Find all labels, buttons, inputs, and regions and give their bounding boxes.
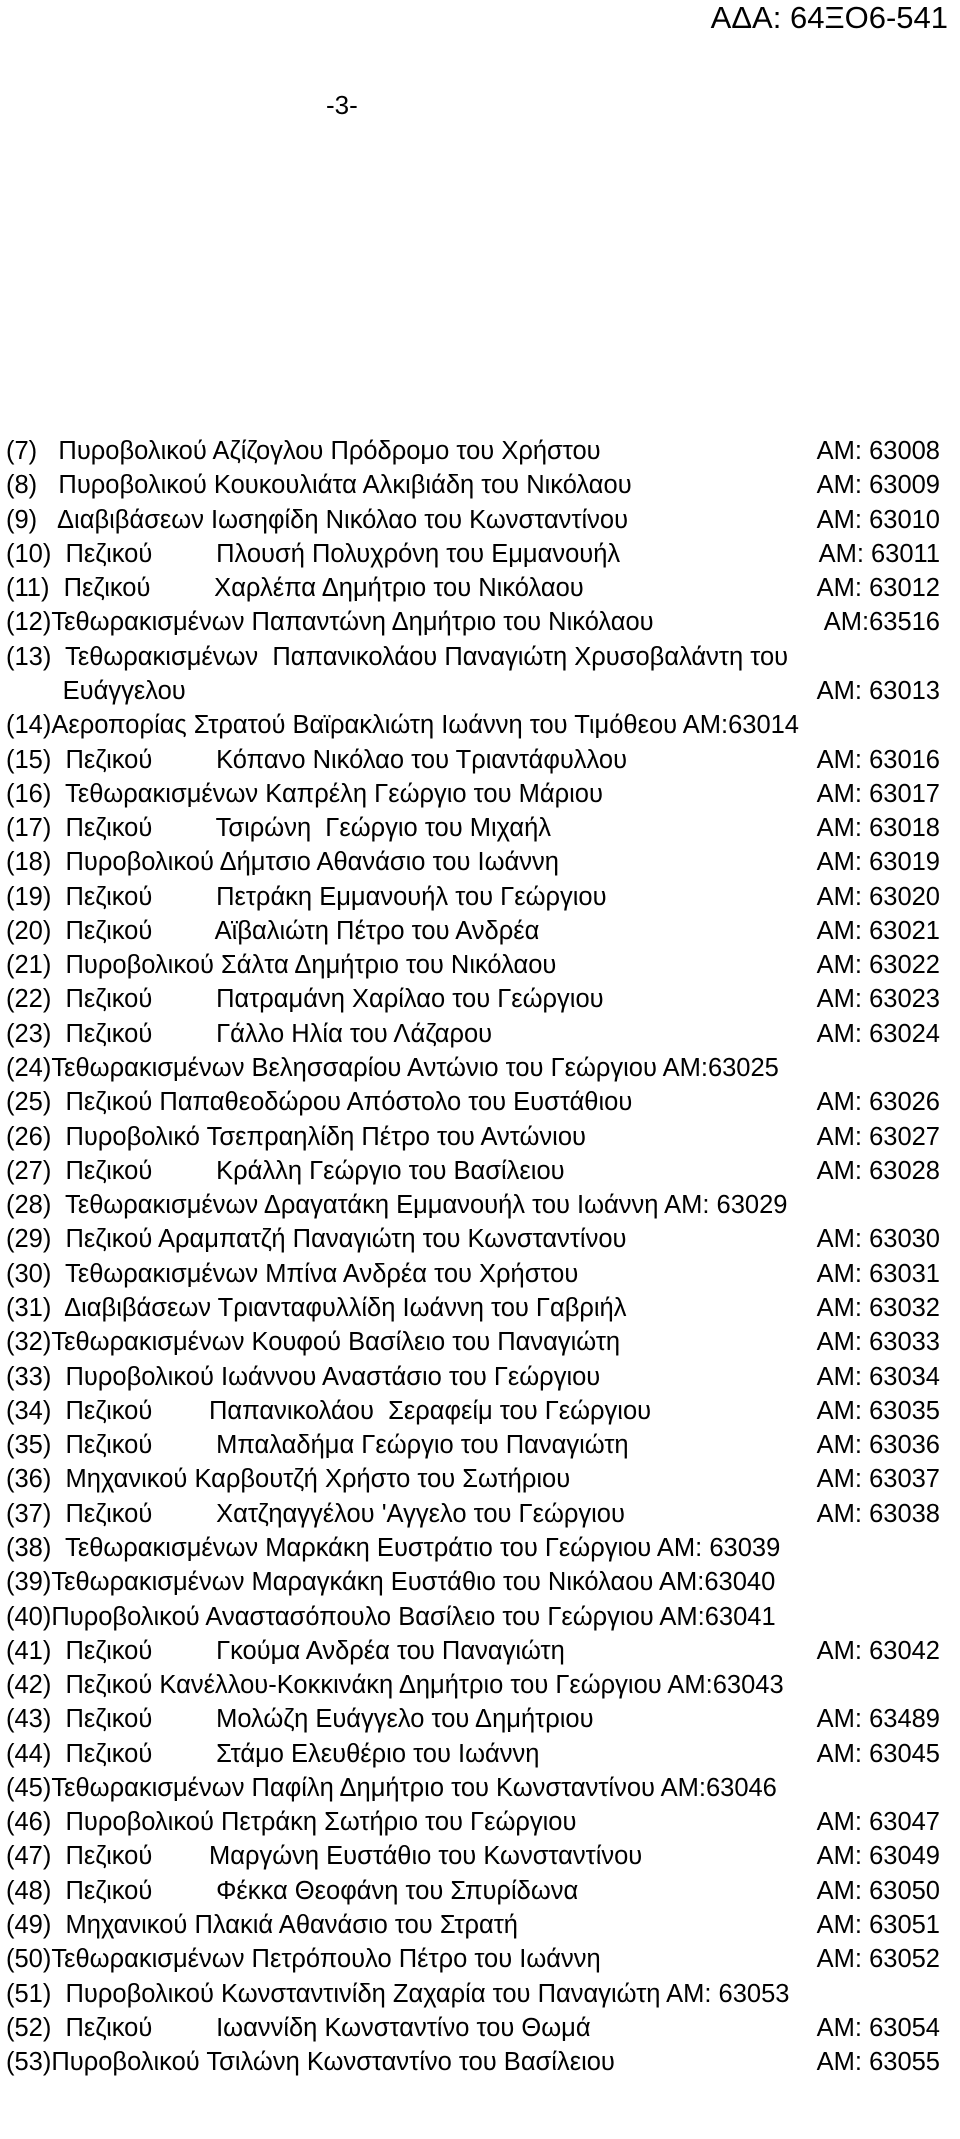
service-number: ΑΜ: 63042 <box>816 1636 940 1665</box>
service-number: ΑΜ: 63035 <box>816 1396 940 1425</box>
service-number: ΑΜ: 63034 <box>816 1362 940 1391</box>
entry-text: (25) Πεζικού Παπαθεοδώρου Απόστολο του Ευστάθιου <box>6 1088 633 1117</box>
entry-text: (50)Τεθωρακισμένων Πετρόπουλο Πέτρο του Ιωάννη <box>6 1945 601 1974</box>
entry-text: (15) Πεζικού Κόπανο Νικόλαο του Τριαντάφυλλου <box>6 745 628 774</box>
service-number: ΑΜ: 63054 <box>816 2013 940 2042</box>
list-item <box>0 1908 960 1942</box>
list-item <box>0 2045 960 2079</box>
entry-text: (45)Τεθωρακισμένων Παφίλη Δημήτριο του Κωνσταντίνου ΑΜ:63046 <box>6 1773 777 1802</box>
list-item <box>0 1531 960 1565</box>
entry-text: (48) Πεζικού Φέκκα Θεοφάνη του Σπυρίδωνα <box>6 1876 579 1905</box>
service-number: ΑΜ: 63051 <box>816 1911 940 1940</box>
entry-text: (51) Πυροβολικού Κωνσταντινίδη Ζαχαρία του Παναγιώτη ΑΜ: 63053 <box>6 1979 790 2008</box>
entry-text: (16) Τεθωρακισμένων Καπρέλη Γεώργιο του Μάριου <box>6 779 603 808</box>
entry-text: (10) Πεζικού Πλουσή Πολυχρόνη του Εμμανουήλ <box>6 539 621 568</box>
list-item <box>0 1565 960 1599</box>
list-item <box>0 1771 960 1805</box>
service-number: ΑΜ: 63023 <box>816 985 940 1014</box>
service-number: ΑΜ: 63031 <box>816 1259 940 1288</box>
service-number: ΑΜ: 63055 <box>816 2048 940 2077</box>
service-number: ΑΜ:63516 <box>823 608 940 637</box>
list-item <box>0 605 960 639</box>
list-item <box>0 1839 960 1873</box>
entry-text: (20) Πεζικού Αϊβαλιώτη Πέτρο του Ανδρέα <box>6 916 540 945</box>
service-number: ΑΜ: 63016 <box>816 745 940 774</box>
list-item <box>0 708 960 742</box>
service-number: ΑΜ: 63033 <box>816 1328 940 1357</box>
list-item <box>0 1737 960 1771</box>
list-item <box>0 1702 960 1736</box>
service-number: ΑΜ: 63012 <box>816 574 940 603</box>
list-item <box>0 1634 960 1668</box>
list-item <box>0 1222 960 1256</box>
service-number: ΑΜ: 63017 <box>816 779 940 808</box>
list-item <box>0 811 960 845</box>
list-item <box>0 1942 960 1976</box>
list-item <box>0 640 960 674</box>
entry-text: (34) Πεζικού Παπανικολάου Σεραφείμ του Γεώργιου <box>6 1396 652 1425</box>
list-item <box>0 2011 960 2045</box>
service-number: ΑΜ: 63049 <box>816 1842 940 1871</box>
entry-text: (37) Πεζικού Χατζηαγγέλου 'Αγγελο του Γεώργιου <box>6 1499 625 1528</box>
service-number: ΑΜ: 63009 <box>816 471 940 500</box>
entry-text: (18) Πυροβολικού Δήμτσιο Αθανάσιο του Ιωάννη <box>6 848 559 877</box>
entry-text: (39)Τεθωρακισμένων Μαραγκάκη Ευστάθιο του Νικόλαου ΑΜ:63040 <box>6 1568 776 1597</box>
list-item <box>0 1497 960 1531</box>
list-item <box>0 434 960 468</box>
entry-text: (38) Τεθωρακισμένων Μαρκάκη Ευστράτιο του Γεώργιου ΑΜ: 63039 <box>6 1533 781 1562</box>
ada-code: ΑΔΑ: 64ΞΟ6-541 <box>710 0 948 35</box>
list-item <box>0 1428 960 1462</box>
service-number: ΑΜ: 63018 <box>816 814 940 843</box>
entry-text: (8) Πυροβολικού Κουκουλιάτα Αλκιβιάδη του Νικόλαου <box>6 471 632 500</box>
list-item <box>0 537 960 571</box>
entry-text: (40)Πυροβολικού Αναστασόπουλο Βασίλειο του Γεώργιου ΑΜ:63041 <box>6 1602 776 1631</box>
list-item <box>0 1874 960 1908</box>
service-number: ΑΜ: 63030 <box>816 1225 940 1254</box>
list-item <box>0 948 960 982</box>
service-number: ΑΜ: 63022 <box>816 951 940 980</box>
list-item <box>0 571 960 605</box>
entry-text: Ευάγγελου <box>6 676 186 705</box>
service-number: ΑΜ: 63019 <box>816 848 940 877</box>
list-item <box>0 914 960 948</box>
list-item <box>0 1154 960 1188</box>
entry-text: (47) Πεζικού Μαργώνη Ευστάθιο του Κωνσταντίνου <box>6 1842 643 1871</box>
list-item <box>0 1291 960 1325</box>
list-item <box>0 743 960 777</box>
list-item <box>0 1600 960 1634</box>
service-number: ΑΜ: 63047 <box>816 1808 940 1837</box>
entry-text: (31) Διαβιβάσεων Τριανταφυλλίδη Ιωάννη του Γαβριήλ <box>6 1294 627 1322</box>
list-item <box>0 880 960 914</box>
service-number: ΑΜ: 63010 <box>816 505 940 534</box>
entry-text: (49) Μηχανικού Πλακιά Αθανάσιο του Στρατή <box>6 1911 518 1940</box>
service-number: ΑΜ: 63013 <box>816 676 940 705</box>
entry-text: (26) Πυροβολικό Τσεπραηλίδη Πέτρο του Αντώνιου <box>6 1122 586 1151</box>
entry-text: (27) Πεζικού Κράλλη Γεώργιο του Βασίλειου <box>6 1156 565 1185</box>
entry-text: (43) Πεζικού Μολώζη Ευάγγελο του Δημήτριου <box>6 1705 594 1734</box>
entry-text: (42) Πεζικού Κανέλλου-Κοκκινάκη Δημήτριο του Γεώργιου ΑΜ:63043 <box>6 1671 784 1700</box>
list-item <box>0 1085 960 1119</box>
service-number: ΑΜ: 63011 <box>818 539 940 568</box>
service-number: ΑΜ: 63036 <box>816 1431 940 1460</box>
entry-text: (11) Πεζικού Χαρλέπα Δημήτριο του Νικόλαου <box>6 574 584 603</box>
list-item <box>0 674 960 708</box>
list-item <box>0 1120 960 1154</box>
entry-text: (12)Τεθωρακισμένων Παπαντώνη Δημήτριο του Νικόλαου <box>6 608 654 637</box>
list-item <box>0 1462 960 1496</box>
service-number: ΑΜ: 63038 <box>816 1499 940 1528</box>
entry-text: (23) Πεζικού Γάλλο Ηλία του Λάζαρου <box>6 1019 493 1048</box>
entry-text: (36) Μηχανικού Καρβουτζή Χρήστο του Σωτήριου <box>6 1465 571 1494</box>
list-item <box>0 982 960 1016</box>
entry-text: (13) Τεθωρακισμένων Παπανικολάου Παναγιώτη Χρυσοβαλάντη του <box>6 642 789 671</box>
entry-text: (46) Πυροβολικού Πετράκη Σωτήριο του Γεώργιου <box>6 1808 577 1837</box>
list-item <box>0 1668 960 1702</box>
entry-text: (24)Τεθωρακισμένων Βελησσαρίου Αντώνιο του Γεώργιου ΑΜ:63025 <box>6 1054 779 1083</box>
list-item <box>0 503 960 537</box>
entry-text: (9) Διαβιβάσεων Ιωσηφίδη Νικόλαο του Κωνσταντίνου <box>6 505 629 534</box>
list-item <box>0 1017 960 1051</box>
list-item <box>0 1188 960 1222</box>
service-number: ΑΜ: 63027 <box>816 1122 940 1151</box>
entry-text: (29) Πεζικού Αραμπατζή Παναγιώτη του Κωνσταντίνου <box>6 1225 627 1254</box>
service-number: ΑΜ: 63020 <box>816 882 940 911</box>
entry-text: (52) Πεζικού Ιωαννίδη Κωνσταντίνο του Θωμά <box>6 2013 591 2042</box>
list-item <box>0 468 960 502</box>
service-number: ΑΜ: 63489 <box>816 1705 940 1734</box>
entry-text: (41) Πεζικού Γκούμα Ανδρέα του Παναγιώτη <box>6 1636 565 1665</box>
list-item <box>0 845 960 879</box>
entry-text: (32)Τεθωρακισμένων Κουφού Βασίλειο του Παναγιώτη <box>6 1328 621 1357</box>
list-item <box>0 1805 960 1839</box>
entry-text: (35) Πεζικού Μπαλαδήμα Γεώργιο του Παναγιώτη <box>6 1431 629 1460</box>
entry-text: (21) Πυροβολικού Σάλτα Δημήτριο του Νικόλαου <box>6 951 557 980</box>
list-item <box>0 1257 960 1291</box>
service-number: ΑΜ: 63050 <box>816 1876 940 1905</box>
list-item <box>0 1051 960 1085</box>
list-item <box>0 1360 960 1394</box>
service-number: ΑΜ: 63032 <box>816 1294 940 1322</box>
entry-text: (7) Πυροβολικού Αζίζογλου Πρόδρομο του Χρήστου <box>6 437 601 465</box>
service-number: ΑΜ: 63008 <box>816 437 940 465</box>
entry-text: (17) Πεζικού Τσιρώνη Γεώργιο του Μιχαήλ <box>6 814 552 843</box>
service-number: ΑΜ: 63021 <box>816 916 940 945</box>
entry-text: (44) Πεζικού Στάμο Ελευθέριο του Ιωάννη <box>6 1739 540 1768</box>
entry-text: (19) Πεζικού Πετράκη Εμμανουήλ του Γεώργιου <box>6 882 607 911</box>
list-item <box>0 1325 960 1359</box>
service-number: ΑΜ: 63026 <box>816 1088 940 1117</box>
service-number: ΑΜ: 63024 <box>816 1019 940 1048</box>
entry-text: (33) Πυροβολικού Ιωάννου Αναστάσιο του Γεώργιου <box>6 1362 601 1391</box>
entry-text: (28) Τεθωρακισμένων Δραγατάκη Εμμανουήλ του Ιωάννη ΑΜ: 63029 <box>6 1191 788 1220</box>
service-number: ΑΜ: 63028 <box>816 1156 940 1185</box>
list-item <box>0 777 960 811</box>
entry-text: (30) Τεθωρακισμένων Μπίνα Ανδρέα του Χρήστου <box>6 1259 579 1288</box>
entry-text: (53)Πυροβολικού Τσιλώνη Κωνσταντίνο του Βασίλειου <box>6 2048 615 2077</box>
list-item <box>0 1394 960 1428</box>
service-number: ΑΜ: 63045 <box>816 1739 940 1768</box>
page-number: -3- <box>326 90 358 120</box>
service-number: ΑΜ: 63052 <box>816 1945 940 1974</box>
entry-text: (14)Αεροπορίας Στρατού Βαϊρακλιώτη Ιωάννη του Τιμόθεου ΑΜ:63014 <box>6 711 799 740</box>
list-item <box>0 1977 960 2011</box>
service-number: ΑΜ: 63037 <box>816 1465 940 1494</box>
entry-text: (22) Πεζικού Πατραμάνη Χαρίλαο του Γεώργιου <box>6 985 604 1014</box>
